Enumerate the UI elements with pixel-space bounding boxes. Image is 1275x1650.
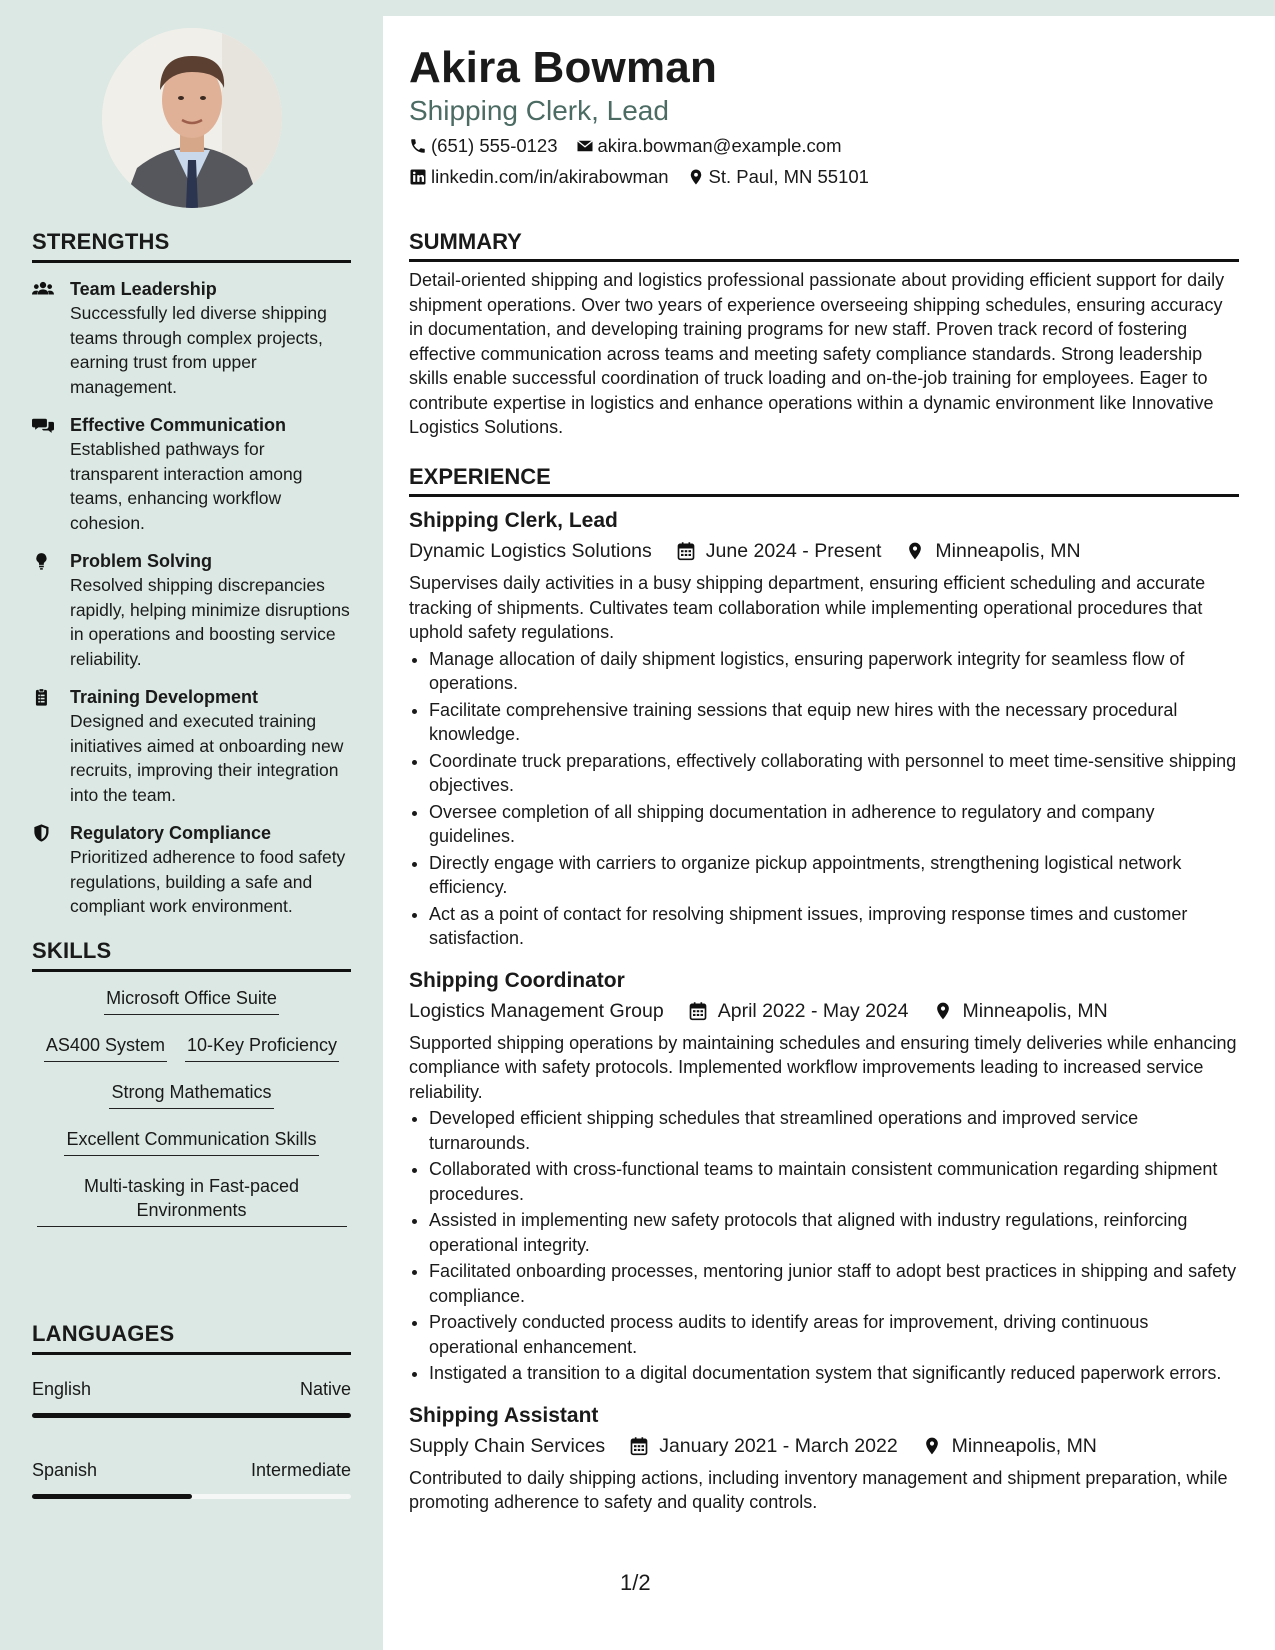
job-location: Minneapolis, MN (935, 540, 1081, 562)
job-entry (409, 967, 1239, 1386)
profile-photo (102, 28, 282, 208)
calendar-icon (688, 1001, 708, 1021)
comments-icon (32, 413, 70, 535)
strength-description: Resolved shipping discrepancies rapidly, helping minimize disruptions in operations and boosting service reliability. (70, 575, 350, 669)
strength-description: Established pathways for transparent interaction among teams, enhancing workflow cohesion. (70, 439, 303, 533)
strength-description: Prioritized adherence to food safety regulations, building a safe and compliant work environment. (70, 847, 346, 916)
phone-contact (409, 134, 558, 158)
job-title: Shipping Coordinator (409, 968, 625, 992)
job-company: Supply Chain Services (409, 1434, 606, 1457)
language-name: English (32, 1379, 92, 1399)
job-location: Minneapolis, MN (951, 1434, 1097, 1457)
job-company: Logistics Management Group (409, 999, 664, 1022)
skills-section (32, 938, 351, 1245)
strength-description: Successfully led diverse shipping teams through complex projects, earning trust from upper management. (70, 303, 327, 397)
skill-tag: Multi-tasking in Fast-paced Environments (37, 1174, 347, 1227)
job-bullet: • Manage allocation of daily shipment logistics, ensuring paperwork integrity for seamless flow of operations. (429, 647, 1239, 696)
job-company: Dynamic Logistics Solutions (409, 540, 652, 562)
job-bullet: • Proactively conducted process audits to identify areas for improvement, driving continuous operational enhancement. (429, 1310, 1239, 1359)
experience-section (409, 464, 1239, 1515)
skills-heading: SKILLS (32, 938, 351, 972)
language-proficiency-fill (32, 1413, 351, 1418)
email-contact[interactable] (576, 134, 842, 158)
job-entry (409, 1402, 1239, 1515)
job-bullet: • Facilitated onboarding processes, mentoring junior staff to adopt best practices in shipping and safety compliance. (429, 1259, 1239, 1308)
job-location: Minneapolis, MN (962, 999, 1108, 1022)
strength-item (32, 413, 351, 535)
candidate-role: Shipping Clerk, Lead (409, 95, 669, 126)
skill-tag: 10-Key Proficiency (185, 1033, 339, 1062)
job-bullet: • Coordinate truck preparations, effectively collaborating with personnel to meet time-sensitive shipping objectives. (429, 749, 1239, 798)
job-dates: June 2024 - Present (705, 540, 882, 562)
strength-item (32, 277, 351, 399)
lightbulb-icon (32, 549, 70, 671)
phone-text: (651) 555-0123 (431, 135, 558, 156)
email-text[interactable]: akira.bowman@example.com (597, 135, 842, 156)
strength-title: Regulatory Compliance (70, 823, 272, 843)
phone-icon (409, 137, 427, 155)
linkedin-text[interactable]: linkedin.com/in/akirabowman (431, 166, 669, 187)
job-bullet: • Assisted in implementing new safety protocols that aligned with industry regulations, reinforcing operational integrity. (429, 1208, 1239, 1257)
job-title: Shipping Clerk, Lead (409, 509, 618, 532)
strength-title: Team Leadership (70, 279, 217, 299)
job-entry (409, 507, 1239, 951)
job-description: Supervises daily activities in a busy shipping department, ensuring efficient scheduling and accurate tracking of shipments. Cultivates team collaboration while implementing operational procedures that uphold safety regulations. (409, 573, 1206, 642)
shield-icon (32, 821, 70, 919)
language-proficiency-bar (32, 1494, 351, 1499)
contact-row (409, 134, 841, 158)
job-bullet: • Act as a point of contact for resolving shipment issues, improving response times and customer satisfaction. (429, 902, 1239, 951)
languages-heading: LANGUAGES (32, 1321, 351, 1355)
languages-section (32, 1321, 351, 1499)
top-band (0, 0, 1275, 16)
strengths-section (32, 229, 351, 919)
job-description: Supported shipping operations by maintaining schedules and ensuring timely deliveries while enhancing compliance with safety protocols. Implemented workflow improvements leading to increased service reliability. (409, 1032, 1237, 1102)
skills-list (32, 986, 351, 1227)
language-proficiency-fill (32, 1494, 192, 1499)
job-dates: January 2021 - March 2022 (659, 1434, 898, 1457)
users-icon (32, 277, 70, 399)
skill-tag: Microsoft Office Suite (104, 986, 279, 1015)
skill-tag: Excellent Communication Skills (64, 1127, 318, 1156)
job-description: Contributed to daily shipping actions, including inventory management and shipment preparation, while promoting adherence to safety and quality controls. (409, 1467, 1228, 1512)
language-level: Native (299, 1379, 351, 1399)
job-bullet: • Directly engage with carriers to organize pickup appointments, strengthening logistical network efficiency. (429, 851, 1239, 900)
skill-tag: Strong Mathematics (109, 1080, 273, 1109)
skill-tag: AS400 System (44, 1033, 167, 1062)
summary-heading: SUMMARY (409, 229, 1239, 262)
job-bullet: • Facilitate comprehensive training sessions that equip new hires with the necessary procedural knowledge. (429, 698, 1239, 747)
job-bullet: • Instigated a transition to a digital documentation system that significantly reduced paperwork errors. (429, 1361, 1239, 1386)
job-bullet: • Developed efficient shipping schedules that streamlined operations and improved service turnarounds. (429, 1106, 1239, 1155)
strength-item (32, 549, 351, 671)
language-item (32, 1377, 351, 1418)
strength-item (32, 821, 351, 919)
map-pin-icon (922, 1436, 942, 1456)
page-number: 1/2 (620, 1570, 651, 1595)
job-bullet: • Collaborated with cross-functional teams to maintain consistent communication regarding shipment procedures. (429, 1157, 1239, 1206)
job-title: Shipping Assistant (409, 1403, 599, 1427)
contact-row (409, 165, 869, 189)
map-pin-icon (687, 168, 705, 186)
strength-title: Problem Solving (70, 551, 213, 571)
summary-text: Detail-oriented shipping and logistics professional passionate about providing efficient support for daily shipment operations. Over two years of experience overseeing shipping schedules, ensuring accuracy in documentation, and developing training programs for new staff. Proven track record of fostering effective communication across teams and meeting safety compliance standards. Strong leadership skills enable successful coordination of truck loading and on-the-job training for employees. Eager to contribute expertise in logistics and enhance operations within a dynamic environment like Innovative Logistics Solutions. (409, 270, 1225, 437)
experience-heading: EXPERIENCE (409, 464, 1239, 497)
location-text: St. Paul, MN 55101 (708, 166, 869, 187)
language-proficiency-bar (32, 1413, 351, 1418)
map-pin-icon (933, 1001, 953, 1021)
strength-title: Effective Communication (70, 415, 287, 435)
linkedin-contact[interactable] (409, 165, 669, 189)
linkedin-icon (409, 168, 427, 186)
strength-title: Training Development (70, 687, 259, 707)
strengths-heading: STRENGTHS (32, 229, 351, 263)
language-item (32, 1458, 351, 1499)
clipboard-icon (32, 685, 70, 807)
candidate-name: Akira Bowman (409, 43, 718, 92)
job-bullets (409, 647, 1239, 951)
location-contact (687, 165, 869, 189)
language-level: Intermediate (250, 1460, 351, 1480)
language-name: Spanish (32, 1460, 98, 1480)
strength-description: Designed and executed training initiatives aimed at onboarding new recruits, improving their integration into the team. (70, 711, 344, 805)
envelope-icon (576, 137, 594, 155)
calendar-icon (676, 541, 696, 561)
summary-section (409, 229, 1239, 440)
job-bullets (409, 1106, 1239, 1386)
strength-item (32, 685, 351, 807)
job-bullet: • Oversee completion of all shipping documentation in adherence to regulatory and company guidelines. (429, 800, 1239, 849)
job-dates: April 2022 - May 2024 (717, 999, 909, 1022)
calendar-icon (629, 1436, 649, 1456)
map-pin-icon (905, 541, 925, 561)
